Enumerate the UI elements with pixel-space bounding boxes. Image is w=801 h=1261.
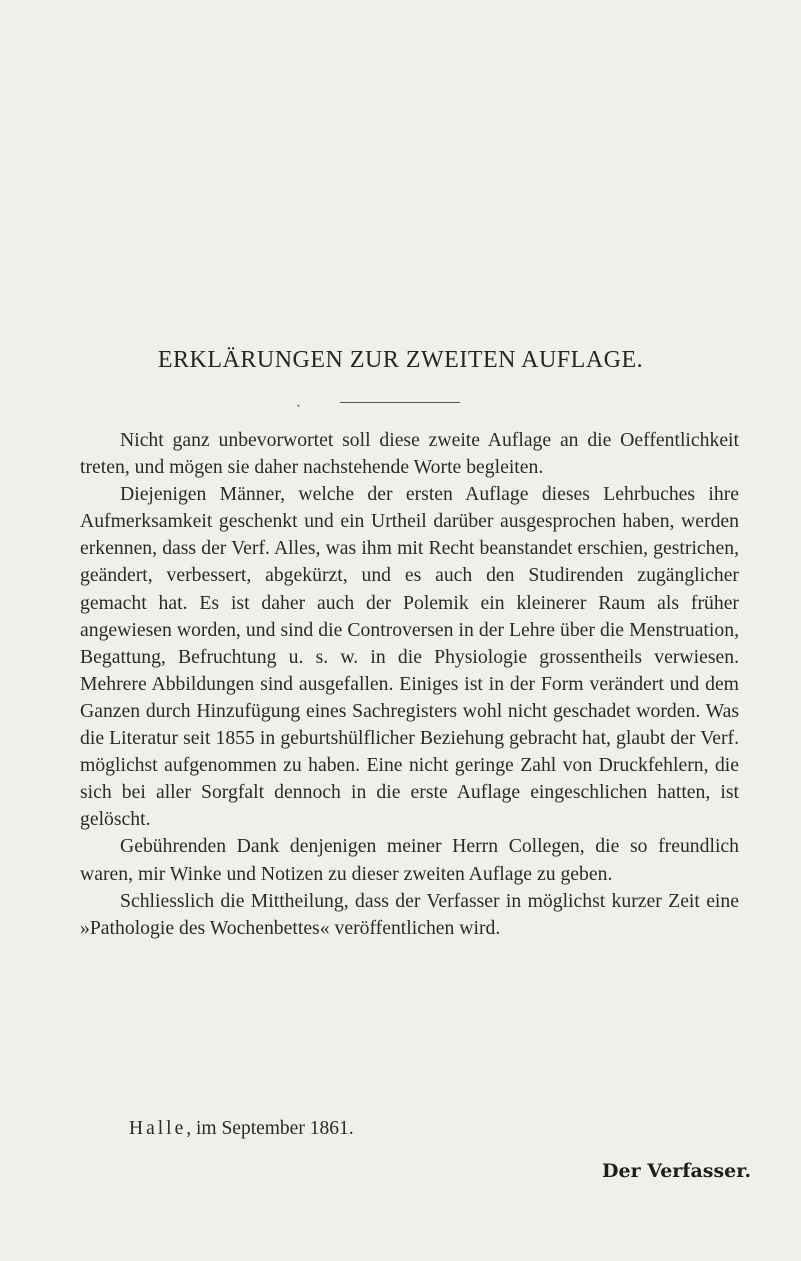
paragraph-3: Gebührenden Dank denjenigen meiner Herrn Collegen, die so freundlich waren, mir Winke und Notizen zu dieser zweiten Auflage zu geben. xyxy=(80,835,739,885)
title-divider xyxy=(340,402,460,403)
decorative-mark: • xyxy=(296,402,301,411)
page-title: ERKLÄRUNGEN ZUR ZWEITEN AUFLAGE. xyxy=(157,347,644,373)
body-text xyxy=(80,427,739,942)
signature: Der Verfasser. xyxy=(602,1160,752,1182)
paragraph-1: Nicht ganz unbevorwortet soll diese zweite Auflage an die Oeffentlichkeit treten, und mögen sie daher nachstehende Worte begleiten. xyxy=(80,429,739,479)
date: , im September 1861. xyxy=(186,1118,354,1139)
paragraph-4: Schliesslich die Mittheilung, dass der Verfasser in möglichst kurzer Zeit eine »Pathologie des Wochenbettes« veröffentlichen wird. xyxy=(80,889,739,939)
paragraph-2: Diejenigen Männer, welche der ersten Auflage dieses Lehrbuches ihre Aufmerksamkeit geschenkt und ein Urtheil darüber ausgesprochen haben, werden erkennen, dass der Verf. Alles, was ihm mit Recht beanstandet erschien, gestrichen, geändert, verbessert, abgekürzt, und es auch den Studirenden zugänglicher gemacht hat. Es ist daher auch der Polemik ein kleinerer Raum als früher angewiesen worden, und sind die Controversen in der Lehre über die Menstruation, Begattung, Befruchtung u. s. w. in die Physiologie grossentheils verwiesen. Mehrere Abbildungen sind ausgefallen. Einiges ist in der Form verändert und dem Ganzen durch Hinzufügung eines Sachregisters wohl nicht geschadet worden. Was die Literatur seit 1855 in geburtshülflicher Beziehung gebracht hat, glaubt der Verf. möglichst aufgenommen zu haben. Eine nicht geringe Zahl von Druckfehlern, die sich bei aller Sorgfalt dennoch in die erste Auflage eingeschlichen hatten, ist gelöscht. xyxy=(80,483,739,831)
place-date-line xyxy=(129,1118,354,1140)
place: Halle xyxy=(129,1118,187,1139)
